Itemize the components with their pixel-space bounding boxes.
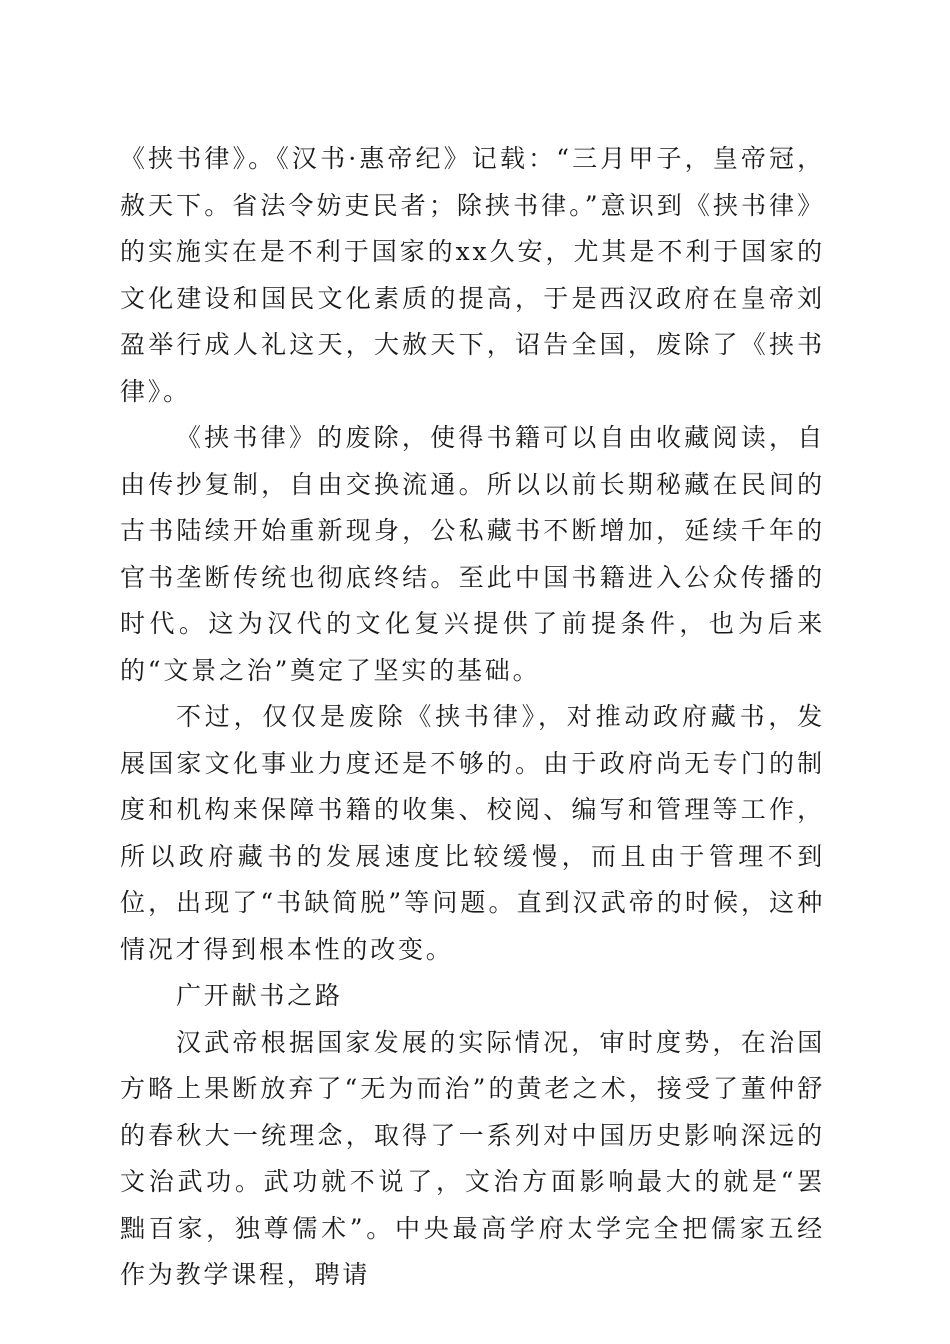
paragraph-abolition-effects: 《挟书律》的废除，使得书籍可以自由收藏阅读，自由传抄复制，自由交换流通。所以以前长期秘藏在民间的古书陆续开始重新现身，公私藏书不断增加，延续千年的官书垄断传统也彻底终结。至此中国书籍进入公众传播的时代。这为汉代的文化复兴提供了前提条件，也为后来的“文景之治”奠定了坚实的基础。 <box>120 423 825 685</box>
section-heading: 广开献书之路 <box>176 981 343 1010</box>
document-body <box>120 136 825 1299</box>
paragraph-continuation: 《挟书律》。《汉书·惠帝纪》记载：“三月甲子，皇帝冠，赦天下。省法令妨吏民者；除挟书律。”意识到《挟书律》的实施实在是不利于国家的xx久安，尤其是不利于国家的文化建设和国民文化素质的提高，于是西汉政府在皇帝刘盈举行成人礼这天，大赦天下，诏告全国，废除了《挟书律》。 <box>120 144 825 406</box>
paragraph-insufficient-measures: 不过，仅仅是废除《挟书律》，对推动政府藏书，发展国家文化事业力度还是不够的。由于政府尚无专门的制度和机构来保障书籍的收集、校阅、编写和管理等工作，所以政府藏书的发展速度比较缓慢，而且由于管理不到位，出现了“书缺简脱”等问题。直到汉武帝的时候，这种情况才得到根本性的改变。 <box>120 702 825 964</box>
paragraph-emperor-wu: 汉武帝根据国家发展的实际情况，审时度势，在治国方略上果断放弃了“无为而治”的黄老之术，接受了董仲舒的春秋大一统理念，取得了一系列对中国历史影响深远的文治武功。武功就不说了，文治方面影响最大的就是“罢黜百家，独尊儒术”。中央最高学府太学完全把儒家五经作为教学课程，聘请 <box>120 1027 825 1289</box>
